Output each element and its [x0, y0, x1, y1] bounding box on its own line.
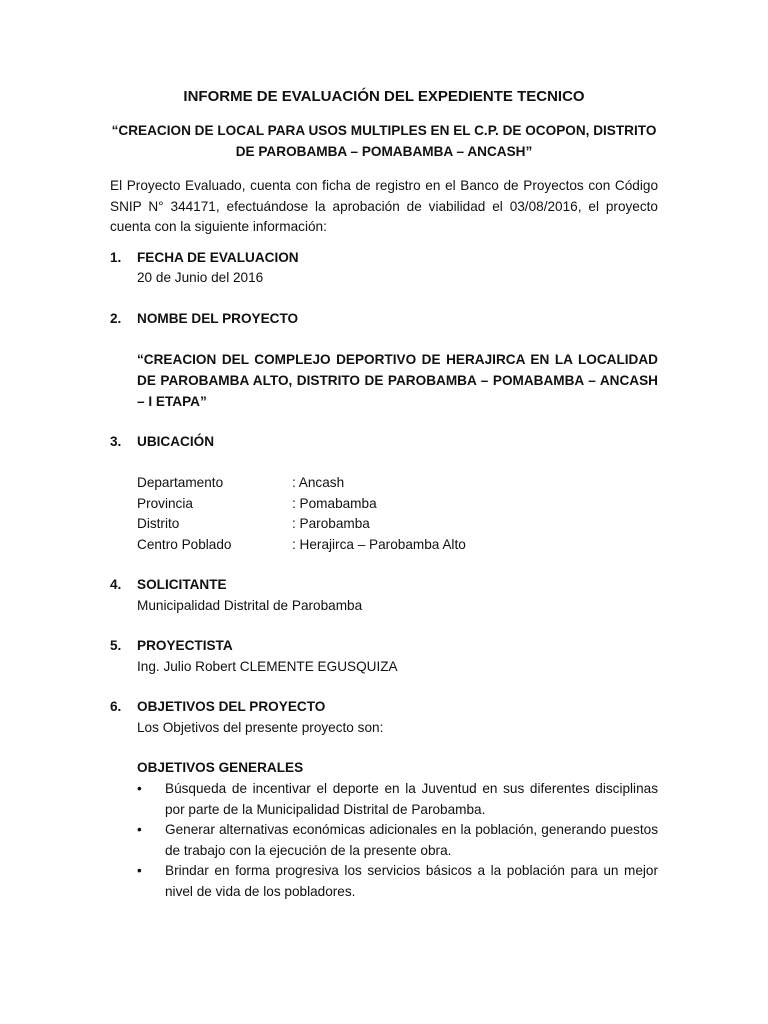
section-3-number: 3. [110, 434, 122, 449]
document-title: INFORME DE EVALUACIÓN DEL EXPEDIENTE TECNICO [183, 88, 585, 105]
section-4-heading: SOLICITANTE [137, 577, 227, 592]
section-5-text: Ing. Julio Robert CLEMENTE EGUSQUIZA [137, 659, 398, 674]
location-row [137, 473, 466, 494]
list-item [137, 861, 658, 902]
list-item [137, 820, 658, 861]
section-5-number: 5. [110, 638, 122, 653]
section-1-text: 20 de Junio del 2016 [137, 270, 264, 285]
project-name: “CREACION DEL COMPLEJO DEPORTIVO DE HERAJIRCA EN LA LOCALIDAD DE PAROBAMBA ALTO, DISTRITO DE PAROBAMBA – POMABAMBA – ANCASH – I ETAPA” [137, 352, 658, 409]
section-6-text: Los Objetivos del presente proyecto son: [137, 720, 384, 735]
location-key: Departamento [137, 475, 224, 490]
section-4-text: Municipalidad Distrital de Parobamba [137, 598, 363, 613]
objectives-subheading: OBJETIVOS GENERALES [137, 760, 304, 775]
section-4-number: 4. [110, 577, 122, 592]
objectives-list [137, 779, 658, 902]
location-key: Centro Poblado [137, 536, 232, 552]
section-1-number: 1. [110, 250, 122, 265]
section-1-heading: FECHA DE EVALUACION [137, 250, 299, 265]
intro-paragraph: El Proyecto Evaluado, cuenta con ficha de registro en el Banco de Proyectos con Código SNIP N° 344171, efectuándose la aprobación de viabilidad el 03/08/2016, el proyecto cuenta con la siguiente información: [110, 178, 658, 234]
bullet-icon: • [137, 822, 142, 837]
list-item-text: Brindar en forma progresiva los servicios básicos a la población para un mejor nivel de vida de los pobladores. [165, 863, 658, 899]
location-table [137, 473, 466, 555]
list-item-text: Generar alternativas económicas adicionales en la población, generando puestos de trabajo con la ejecución de la presente obra. [165, 822, 658, 858]
section-6-number: 6. [110, 699, 122, 714]
location-value: : Herajirca – Parobamba Alto [292, 536, 466, 552]
document-subtitle: “CREACION DE LOCAL PARA USOS MULTIPLES EN EL C.P. DE OCOPON, DISTRITO DE PAROBAMBA – POMABAMBA – ANCASH” [111, 123, 657, 159]
bullet-icon: • [137, 781, 142, 796]
section-6-heading: OBJETIVOS DEL PROYECTO [137, 699, 326, 714]
location-row [137, 535, 466, 556]
location-value: : Ancash [292, 475, 345, 490]
list-item [137, 779, 658, 820]
location-key: Provincia [137, 495, 193, 511]
bullet-icon: • [137, 863, 142, 878]
location-key: Distrito [137, 516, 180, 531]
section-3-heading: UBICACIÓN [137, 434, 215, 449]
location-value: : Parobamba [292, 516, 370, 531]
list-item-text: Búsqueda de incentivar el deporte en la Juventud en sus diferentes disciplinas por parte de la Municipalidad Distrital de Parobamba. [165, 781, 658, 817]
location-value: : Pomabamba [292, 495, 377, 511]
section-5-heading: PROYECTISTA [137, 638, 233, 653]
location-row [137, 494, 466, 515]
section-2-number: 2. [110, 311, 122, 326]
location-row [137, 514, 466, 535]
section-2-heading: NOMBE DEL PROYECTO [137, 311, 299, 326]
